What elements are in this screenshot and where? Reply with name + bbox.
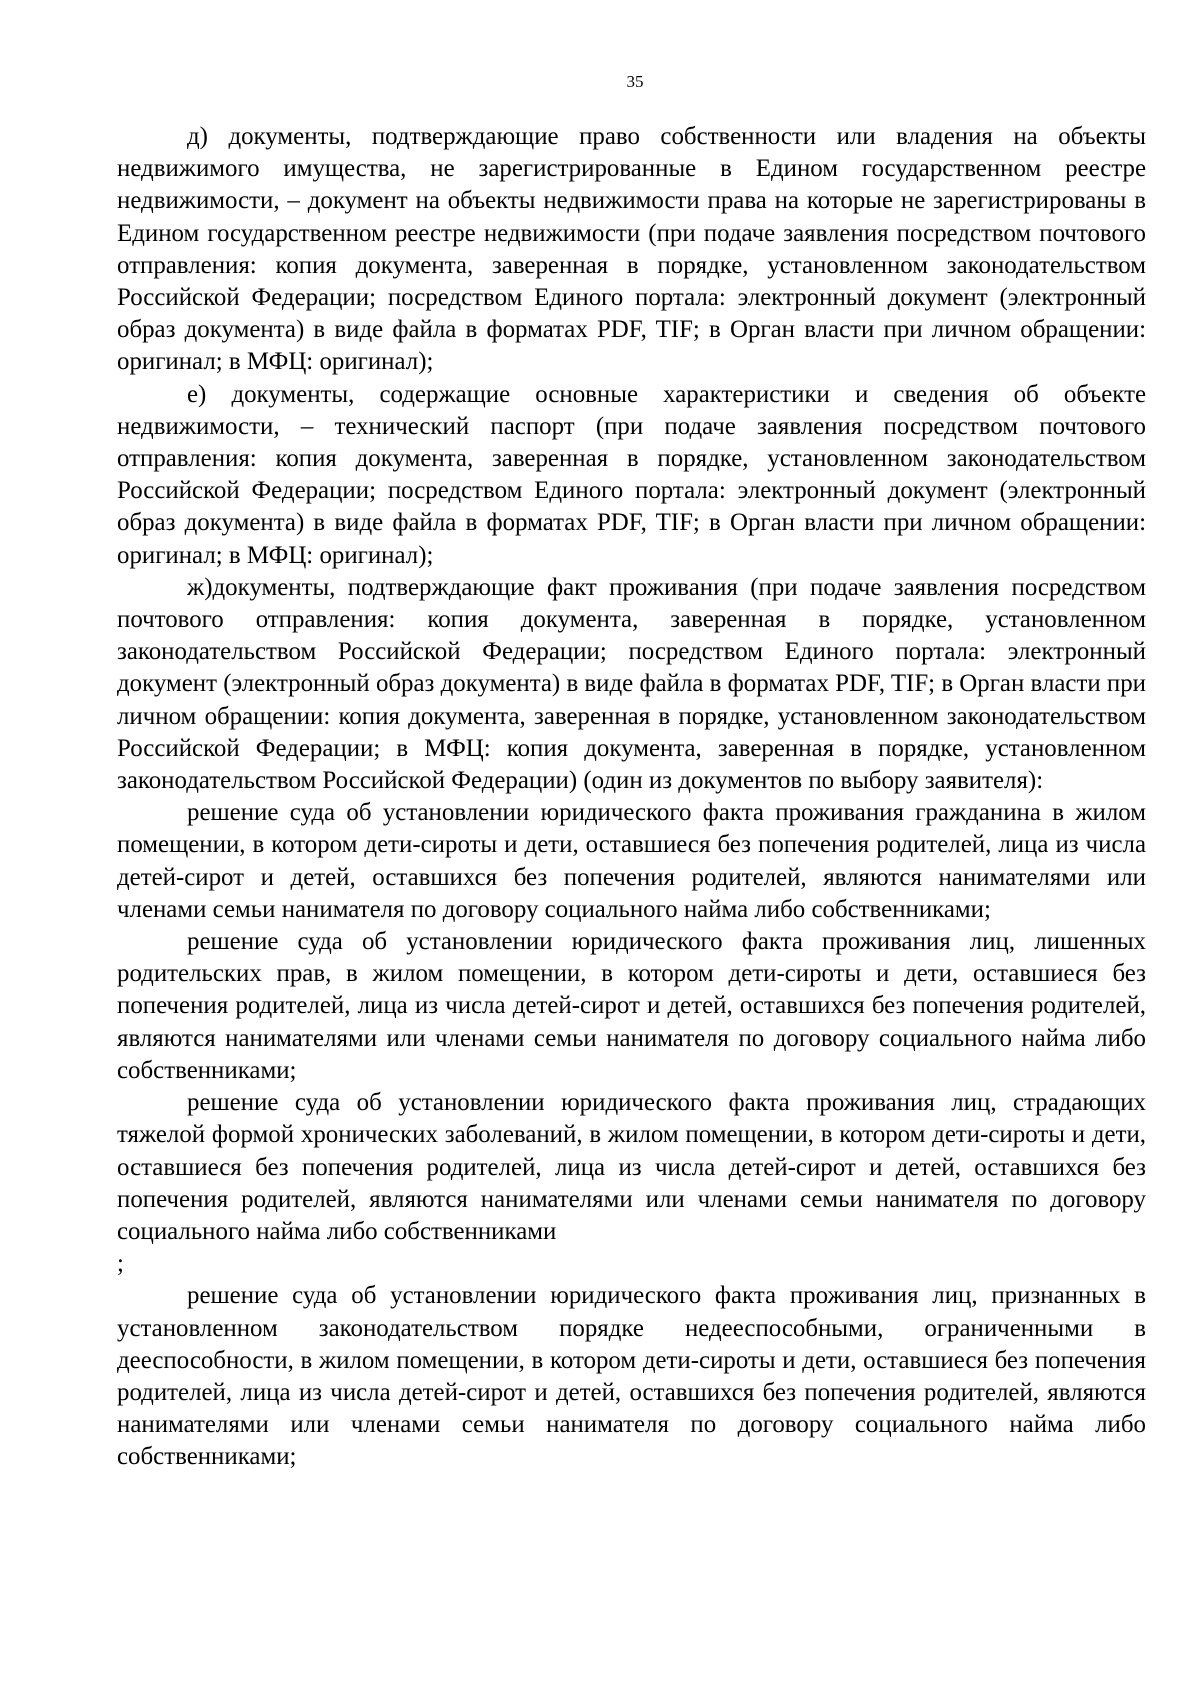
paragraph-court-decision-deprived-parents: решение суда об установлении юридического факта проживания лиц, лишенных родительских прав, в жилом помещении, в котором дети-сироты и дети, оставшиеся без попечения родителей, лица из числа детей-сирот и детей, оставшихся без попечения родителей, являются нанимателями или членами семьи нанимателя по договору социального найма либо собственниками;: [117, 928, 1146, 1084]
paragraph-court-decision-citizen: решение суда об установлении юридического факта проживания гражданина в жилом помещении, в котором дети-сироты и дети, оставшиеся без попечения родителей, лица из числа детей-сирот и детей, оставшихся без попечения родителей, являются нанимателями или членами семьи нанимателя по договору социального найма либо собственниками;: [117, 799, 1146, 923]
paragraph-zh-residence-documents: ж)документы, подтверждающие факт проживания (при подаче заявления посредством почтового отправления: копия документа, заверенная в порядке, установленном законодательством Российской Федерации; посредством Единого портала: электронный документ (электронный образ документа) в виде файла в форматах PDF, TIF; в Орган власти при личном обращении: копия документа, заверенная в порядке, установленном законодательством Российской Федерации; в МФЦ: копия документа, заверенная в порядке, установленном законодательством Российской Федерации) (один из документов по выбору заявителя):: [117, 573, 1146, 795]
paragraph-trailing-semicolon: ;: [117, 1250, 124, 1278]
paragraph-court-decision-chronic-illness: решение суда об установлении юридического факта проживания лиц, страдающих тяжелой формой хронических заболеваний, в жилом помещении, в котором дети-сироты и дети, оставшиеся без попечения родителей, лица из числа детей-сирот и детей, оставшихся без попечения родителей, являются нанимателями или членами семьи нанимателя по договору социального найма либо собственниками: [117, 1089, 1146, 1245]
paragraph-d-ownership-documents: д) документы, подтверждающие право собственности или владения на объекты недвижимого имущества, не зарегистрированные в Едином государственном реестре недвижимости, – документ на объекты недвижимости права на которые не зарегистрированы в Едином государственном реестре недвижимости (при подаче заявления посредством почтового отправления: копия документа, заверенная в порядке, установленном законодательством Российской Федерации; посредством Единого портала: электронный документ (электронный образ документа) в виде файла в форматах PDF, TIF; в Орган власти при личном обращении: оригинал; в МФЦ: оригинал);: [117, 123, 1146, 376]
paragraph-e-technical-passport: е) документы, содержащие основные характеристики и сведения об объекте недвижимости, – технический паспорт (при подаче заявления посредством почтового отправления: копия документа, заверенная в порядке, установленном законодательством Российской Федерации; посредством Единого портала: электронный документ (электронный образ документа) в виде файла в форматах PDF, TIF; в Орган власти при личном обращении: оригинал; в МФЦ: оригинал);: [117, 380, 1146, 569]
document-body: [117, 121, 1146, 1474]
page-number: 35: [626, 72, 644, 91]
paragraph-court-decision-incapacitated: решение суда об установлении юридического факта проживания лиц, признанных в установленном законодательством порядке недееспособными, ограниченными в дееспособности, в жилом помещении, в котором дети-сироты и дети, оставшиеся без попечения родителей, лица из числа детей-сирот и детей, оставшихся без попечения родителей, являются нанимателями или членами семьи нанимателя по договору социального найма либо собственниками;: [117, 1282, 1146, 1471]
